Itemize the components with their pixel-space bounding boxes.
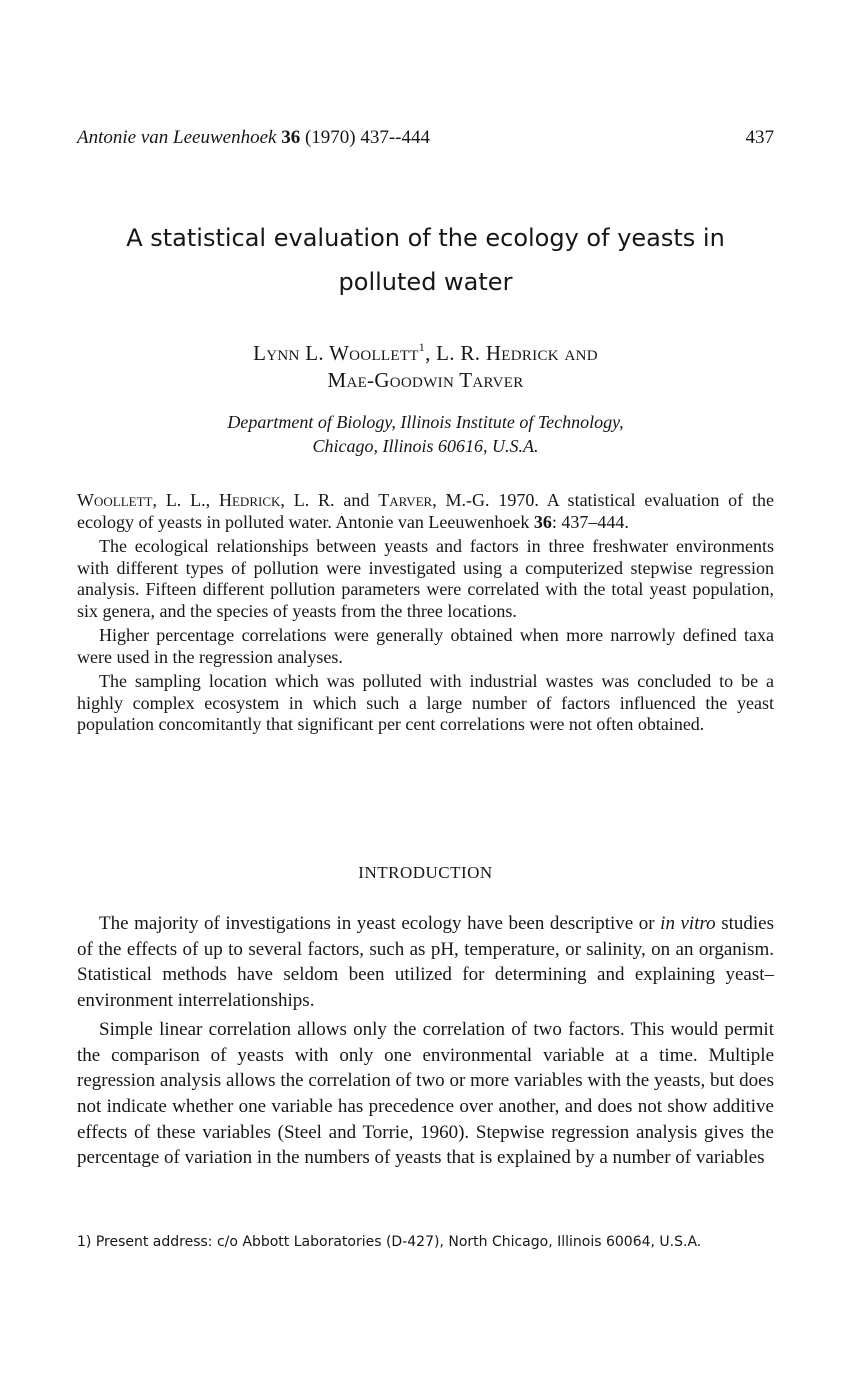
affiliation-line-2: Chicago, Illinois 60616, U.S.A.	[312, 436, 539, 456]
intro-p1-text-a: The majority of investigations in yeast ecology have been descriptive or	[99, 913, 661, 934]
abstract-paragraph-1: The ecological relationships between yeasts and factors in three freshwater environments with different types of pollution were investigated using a computerized stepwise regression analysis. Fifteen different pollution parameters were correlated with the total yeast population, six genera, and the species of yeasts from the three locations.	[77, 536, 774, 621]
citation-author-1: Woollett	[77, 490, 153, 510]
intro-p1-italic: in vitro	[660, 913, 716, 934]
footnote-marker: 1	[418, 340, 426, 354]
author-list	[77, 340, 774, 394]
citation-text-3: , M.-G. 1970. A statistical evaluation of the ecology of yeasts in polluted water. Antonie van Leeuwenhoek	[77, 490, 774, 532]
author-line-2: Mae-Goodwin Tarver	[327, 368, 524, 392]
citation-text-1: , L. L.,	[152, 490, 219, 510]
affiliation-line-1: Department of Biology, Illinois Institute of Technology,	[227, 412, 624, 432]
abstract	[77, 490, 774, 736]
citation-text-2: , L. R. and	[280, 490, 379, 510]
article-title-line-2: polluted water	[338, 268, 513, 296]
abstract-paragraph-3: The sampling location which was polluted with industrial wastes was concluded to be a highly complex ecosystem in which such a large number of factors influenced the yeast population concomitantly that significant per cent correlations were not often obtained.	[77, 671, 774, 734]
article-title	[77, 216, 774, 304]
introduction-paragraph-2: Simple linear correlation allows only the correlation of two factors. This would permit the comparison of yeasts with only one environmental variable at a time. Multiple regression analysis allows the correlation of two or more variables with the yeasts, but does not indicate whether one variable has precedence over another, and does not show additive effects of these variables (Steel and Torrie, 1960). Stepwise regression analysis gives the percentage of variation in the numbers of yeasts that is explained by a number of variables	[77, 1018, 774, 1169]
section-heading-introduction: INTRODUCTION	[358, 863, 493, 882]
running-head	[77, 126, 774, 150]
introduction-paragraph-1	[77, 911, 774, 1014]
intro-p1-text-b: studies of the effects of up to several factors, such as pH, temperature, or salinity, on an organism. Statistical methods have seldom been utilized for determining and explaining yeast–environment interrelationships.	[77, 913, 775, 1012]
author-hedrick: , L. R. Hedrick and	[425, 341, 598, 365]
affiliation	[77, 410, 774, 458]
citation-author-3: Tarver	[378, 490, 433, 510]
introduction-body	[77, 911, 774, 1171]
abstract-citation	[77, 490, 774, 533]
citation-volume: 36	[533, 511, 552, 532]
abstract-paragraph-2: Higher percentage correlations were generally obtained when more narrowly defined taxa were used in the regression analyses.	[77, 625, 774, 667]
page-number: 437	[745, 127, 774, 148]
author-woollett: Lynn L. Woollett	[253, 341, 419, 365]
citation-pages: : 437–444.	[551, 511, 629, 532]
article-title-line-1: A statistical evaluation of the ecology of yeasts in	[126, 224, 725, 252]
citation-author-2: Hedrick	[218, 490, 281, 510]
author-line-1	[77, 340, 774, 367]
journal-citation: (1970) 437--444	[304, 127, 430, 148]
journal-name: Antonie van Leeuwenhoek	[77, 127, 277, 148]
journal-volume: 36	[281, 127, 301, 148]
footnote: 1) Present address: c/o Abbott Laboratories (D-427), North Chicago, Illinois 60064, U.S.A.	[77, 1234, 702, 1250]
